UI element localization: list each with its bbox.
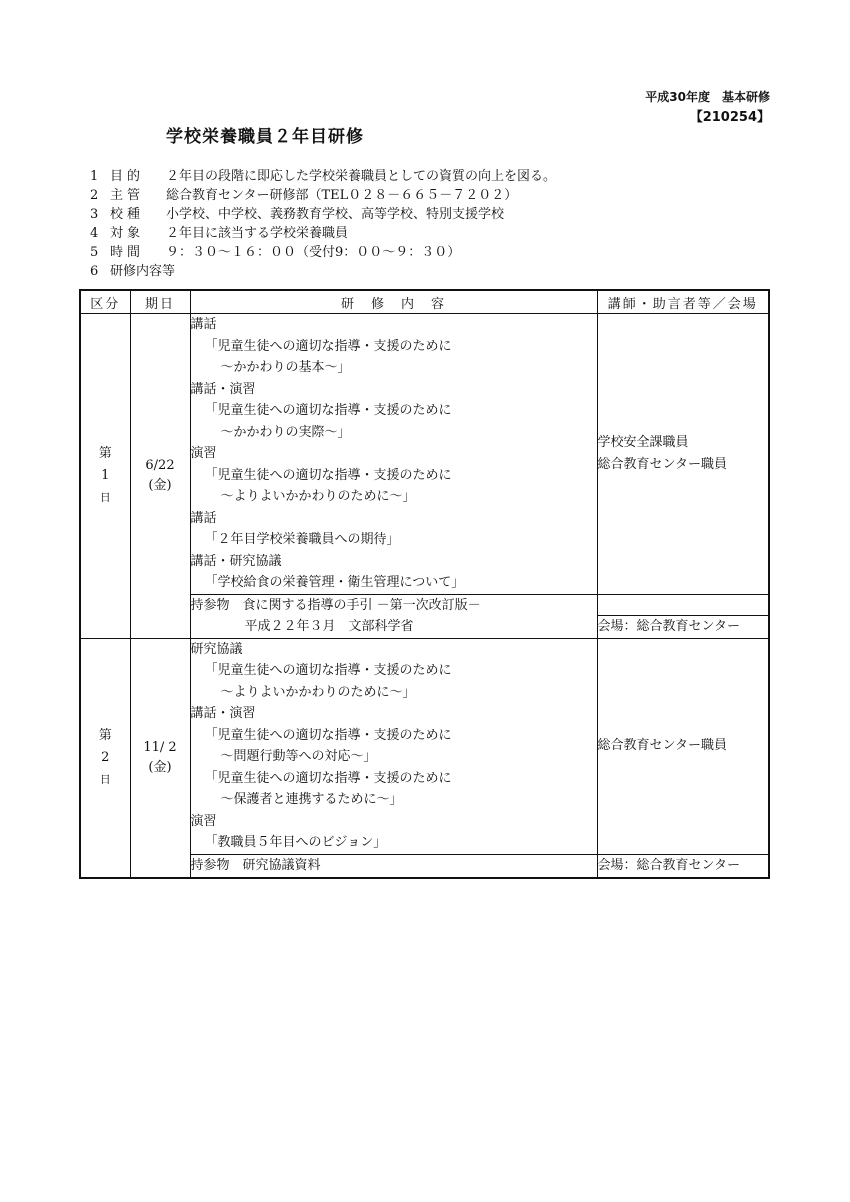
item-value: ２年目に該当する学校栄養職員 — [166, 226, 349, 241]
staff-item: 総合教育センター職員 — [597, 456, 727, 472]
overview-item-purpose — [90, 167, 556, 186]
item-number: 5 — [90, 245, 99, 260]
header-staff: 講師・助言者等／会場 — [597, 290, 769, 314]
staff-item: 総合教育センター職員 — [597, 738, 727, 754]
content-line: 講話 — [190, 510, 217, 526]
content-line: 研究協議 — [190, 641, 243, 657]
content-line: 持参物 食に関する指導の手引 －第一次改訂版－ — [190, 597, 481, 613]
day2-venue: 会場：総合教育センター — [597, 854, 769, 878]
table-header-row — [80, 290, 769, 314]
item-key: 研修内容等 — [110, 264, 176, 279]
overview-item-time — [90, 243, 556, 262]
schedule-table — [79, 289, 770, 879]
item-value: 小学校、中学校、義務教育学校、高等学校、特別支援学校 — [166, 207, 505, 222]
kubun-char: 第 — [98, 445, 112, 461]
day1-venue: 会場：総合教育センター — [597, 615, 769, 638]
course-code: 【210254】 — [689, 110, 770, 125]
content-line: ～かかわりの基本～」 — [220, 360, 351, 375]
overview-list — [90, 167, 556, 281]
item-key: 対象 — [110, 226, 145, 241]
content-line: 「児童生徒への適切な指導・支援のために — [204, 467, 452, 483]
item-number: 1 — [90, 169, 99, 184]
item-number: 6 — [90, 264, 99, 279]
content-line: 演習 — [190, 813, 217, 829]
kubun-char: 日 — [99, 490, 111, 504]
table-row — [80, 638, 769, 854]
overview-item-target — [90, 224, 556, 243]
item-number: 4 — [90, 226, 99, 241]
content-line: 「教職員５年目へのビジョン」 — [204, 835, 387, 850]
date-value: 11/ 2 — [143, 739, 177, 755]
overview-item-contents — [90, 262, 556, 281]
day1-content — [190, 314, 597, 595]
date-value: 6/22 — [145, 457, 175, 473]
kubun-char: 日 — [99, 772, 111, 786]
content-line: 「児童生徒への適切な指導・支援のために — [204, 663, 452, 678]
content-line: 講話・演習 — [190, 706, 256, 721]
item-value: ２年目の段階に即応した学校栄養職員としての資質の向上を図る。 — [166, 169, 557, 184]
overview-item-organizer — [90, 186, 556, 205]
table-row — [80, 314, 769, 595]
content-line: ～よりよいかかわりのために～」 — [220, 489, 416, 504]
day2-staff — [597, 638, 769, 854]
item-value: 総合教育センター研修部（TEL０２８－６６５－７２０２） — [166, 188, 518, 203]
day1-staff-spacer — [597, 594, 769, 615]
day1-items-to-bring — [190, 594, 597, 638]
content-line: 講話 — [190, 317, 217, 332]
item-key: 主管 — [110, 188, 145, 203]
day2-date — [130, 638, 190, 878]
day1-kubun — [80, 314, 130, 639]
fiscal-year-label: 平成30年度 基本研修 — [645, 90, 770, 104]
overview-item-school-type — [90, 205, 556, 224]
content-line: 「児童生徒への適切な指導・支援のために — [204, 403, 452, 418]
header-kubun: 区分 — [80, 290, 130, 314]
kubun-char: 1 — [101, 467, 110, 483]
content-line: ～保護者と連携するために～」 — [220, 792, 403, 807]
item-key: 校種 — [110, 207, 145, 222]
content-line: 演習 — [190, 446, 217, 461]
content-line: 「児童生徒への適切な指導・支援のために — [204, 727, 452, 743]
kubun-char: 第 — [98, 727, 112, 743]
content-line: ～よりよいかかわりのために～」 — [220, 684, 416, 700]
item-key: 目的 — [110, 169, 145, 184]
item-key: 時間 — [110, 245, 145, 260]
header-content: 研 修 内 容 — [190, 290, 597, 314]
item-number: 2 — [90, 188, 99, 203]
day2-items-to-bring — [190, 854, 597, 878]
content-line: 「学校給食の栄養管理・衛生管理について」 — [204, 575, 465, 590]
item-value: ９：３０～１６：００（受付9：００～９：３０） — [166, 245, 461, 260]
weekday-value: (金) — [148, 477, 172, 493]
content-line: ～問題行動等への対応～」 — [220, 749, 377, 764]
item-number: 3 — [90, 207, 99, 222]
header-date: 期日 — [130, 290, 190, 314]
content-line: 講話・研究協議 — [190, 553, 282, 569]
weekday-value: (金) — [148, 759, 172, 775]
kubun-char: 2 — [101, 749, 110, 765]
page-title: 学校栄養職員２年目研修 — [166, 127, 364, 147]
content-line: 「２年目学校栄養職員への期待」 — [204, 532, 400, 547]
day2-content — [190, 638, 597, 854]
content-line: 持参物 研究協議資料 — [190, 857, 321, 873]
content-line: 講話・演習 — [190, 381, 256, 397]
staff-item: 学校安全課職員 — [597, 435, 689, 451]
day2-kubun — [80, 638, 130, 878]
content-line: ～かかわりの実際～」 — [220, 424, 351, 440]
content-line: 「児童生徒への適切な指導・支援のために — [204, 770, 452, 786]
day1-staff — [597, 314, 769, 595]
content-line: 「児童生徒への適切な指導・支援のために — [204, 338, 452, 354]
content-line: 平成２２年３月 文部科学省 — [244, 619, 414, 634]
day1-date — [130, 314, 190, 639]
